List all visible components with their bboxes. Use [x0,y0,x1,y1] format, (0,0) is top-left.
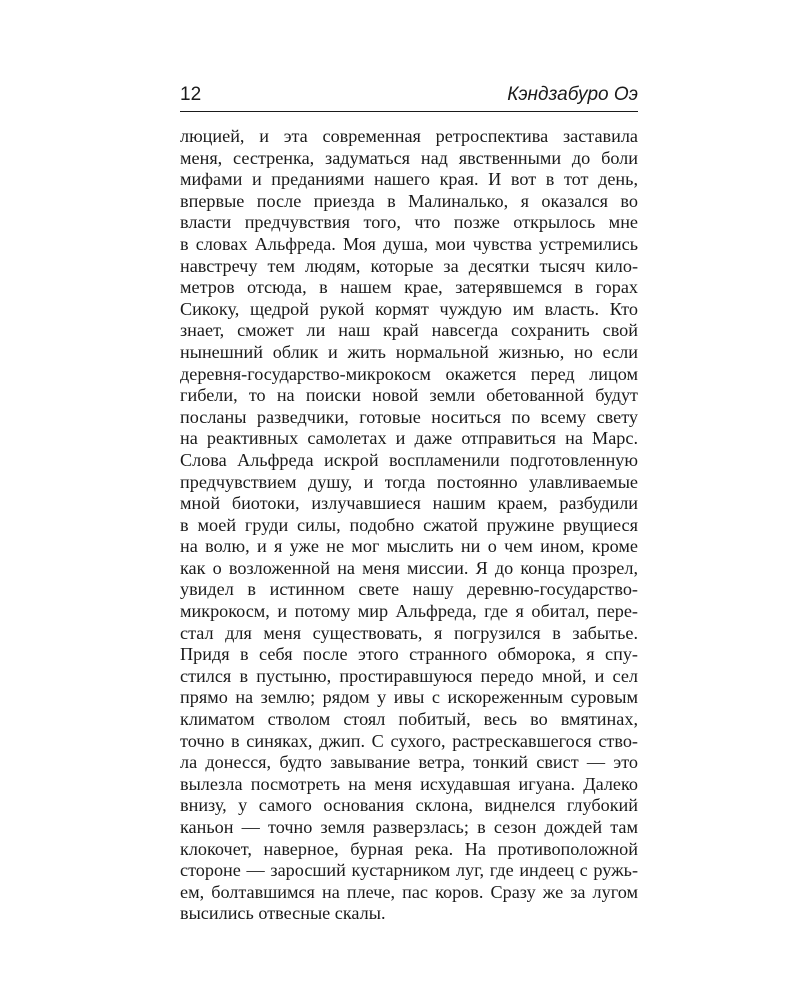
text-line: высились отвесные скалы. [180,903,386,924]
text-line: предчувствием душу, и тогда постоянно улавливаемые [180,471,638,492]
text-line: мной биотоки, излучавшиеся нашим краем, разбудили [180,493,638,514]
text-line: стал для меня существовать, я погрузился в забытье. [180,622,638,643]
text-line: стороне — заросший кустарником луг, где индеец с ружь- [180,860,638,881]
book-page [180,80,638,925]
text-line: как о возложенной на меня миссии. Я до конца прозрел, [180,557,638,578]
text-line: Придя в себя после этого странного обморока, я спу- [180,644,638,665]
text-line: стился в пустыню, простиравшуюся передо мной, и сел [180,665,638,686]
text-line: ем, болтавшимся на плече, пас коров. Сразу же за лугом [180,881,638,902]
body-text [180,126,638,925]
text-line: внизу, у самого основания склона, виднелся глубокий [180,795,638,816]
text-line: ла донесся, будто завывание ветра, тонкий свист — это [180,752,638,773]
text-line: каньон — точно земля разверзлась; в сезон дождей там [180,817,638,837]
text-line: впервые после приезда в Малиналько, я оказался во [180,190,638,211]
text-line: знает, сможет ли наш край навсегда сохранить свой [180,320,638,341]
text-line: вылезла посмотреть на меня исхудавшая игуана. Далеко [180,773,638,794]
text-line: меня, сестренка, задуматься над явственными до боли [180,147,638,168]
text-line: на реактивных самолетах и даже отправиться на Марс. [180,428,638,449]
text-line: гибели, то на поиски новой земли обетованной будут [180,385,638,406]
text-line: деревня-государство-микрокосм окажется перед лицом [180,363,638,384]
text-line: мифами и преданиями нашего края. И вот в тот день, [180,169,638,190]
text-line: Сикоку, щедрой рукой кормят чуждую им власть. Кто [180,298,638,319]
text-line: точно в синяках, джип. С сухого, растрескавшегося ство- [180,730,638,751]
running-head-author: Кэндзабуро Оэ [507,84,638,105]
header-rule [180,111,638,112]
text-line: микрокосм, и потому мир Альфреда, где я обитал, пере- [180,601,638,622]
text-line: навстречу тем людям, которые за десятки тысяч кило- [180,255,638,276]
text-line: на волю, и я уже не мог мыслить ни о чем ином, кроме [180,536,638,557]
text-line: нынешний облик и жить нормальной жизнью, но если [180,341,638,362]
text-line: климатом стволом стоял побитый, весь во вмятинах, [180,709,638,730]
text-line: прямо на землю; рядом у ивы с искореженным суровым [180,687,638,708]
text-line: клокочет, наверное, бурная река. На противоположной [180,838,638,859]
text-line: увидел в истинном свете нашу деревню-государство- [180,579,638,600]
running-head [180,80,638,106]
text-line: власти предчувствия того, что позже открылось мне [180,212,638,233]
text-line: люцией, и эта современная ретроспектива заставила [180,126,638,146]
text-line: метров отсюда, в нашем крае, затерявшемся в горах [180,277,638,298]
text-line: в моей груди силы, подобно сжатой пружине рвущиеся [180,514,638,535]
page-number: 12 [180,84,202,105]
text-line: посланы разведчики, готовые носиться по всему свету [180,406,638,427]
text-line: в словах Альфреда. Моя душа, мои чувства устремились [180,233,638,254]
text-line: Слова Альфреда искрой воспламенили подготовленную [180,449,638,470]
